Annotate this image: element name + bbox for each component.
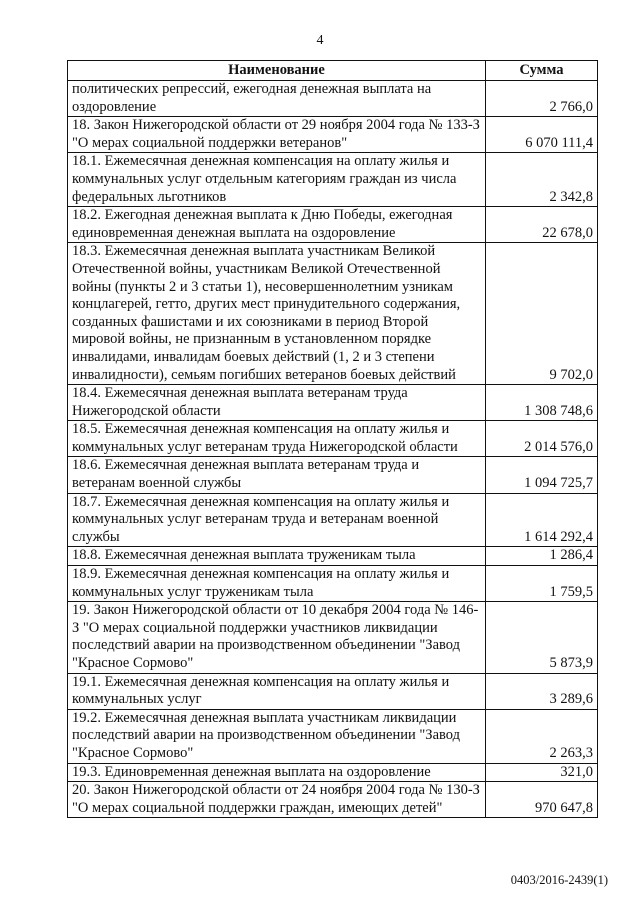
row-sum: 2 342,8: [486, 153, 598, 207]
row-name: 19. Закон Нижегородской области от 10 декабря 2004 года № 146-З "О мерах социальной поддержки участников ликвидации последствий аварии на производственном объединении "Завод "Красное Сормово": [68, 602, 486, 673]
row-sum: 970 647,8: [486, 782, 598, 818]
document-code: 0403/2016-2439(1): [510, 873, 608, 887]
row-name: 18.6. Ежемесячная денежная выплата ветеранам труда и ветеранам военной службы: [68, 457, 486, 493]
table-row: [68, 457, 598, 493]
row-sum: 22 678,0: [486, 207, 598, 243]
row-sum: 5 873,9: [486, 602, 598, 673]
table-row: [68, 493, 598, 547]
row-name: 19.3. Единовременная денежная выплата на оздоровление: [68, 763, 486, 782]
row-name: 18.4. Ежемесячная денежная выплата ветеранам труда Нижегородской области: [68, 385, 486, 421]
column-header-name: Наименование: [68, 61, 486, 81]
column-header-sum: Сумма: [486, 61, 598, 81]
table-row: [68, 207, 598, 243]
row-name: 18.9. Ежемесячная денежная компенсация на оплату жилья и коммунальных услуг труженикам тыла: [68, 566, 486, 602]
row-sum: 2 014 576,0: [486, 421, 598, 457]
page-number: 4: [316, 33, 324, 48]
row-sum: 1 308 748,6: [486, 385, 598, 421]
row-name: 18.5. Ежемесячная денежная компенсация на оплату жилья и коммунальных услуг ветеранам труда Нижегородской области: [68, 421, 486, 457]
table-row: [68, 117, 598, 153]
row-name: 18.1. Ежемесячная денежная компенсация на оплату жилья и коммунальных услуг отдельным категориям граждан из числа федеральных льготников: [68, 153, 486, 207]
row-sum: 1 094 725,7: [486, 457, 598, 493]
table-row: [68, 547, 598, 566]
row-name: 19.1. Ежемесячная денежная компенсация на оплату жилья и коммунальных услуг: [68, 673, 486, 709]
table-row: [68, 673, 598, 709]
row-sum: 2 766,0: [486, 81, 598, 117]
table-header-row: [68, 61, 598, 81]
row-name: политических репрессий, ежегодная денежная выплата на оздоровление: [68, 81, 486, 117]
table-row: [68, 602, 598, 673]
row-name: 18.2. Ежегодная денежная выплата к Дню Победы, ежегодная единовременная денежная выплата на оздоровление: [68, 207, 486, 243]
budget-table: [67, 60, 598, 818]
row-name: 18.3. Ежемесячная денежная выплата участникам Великой Отечественной войны, участникам Великой Отечественной войны (пункты 2 и 3 статьи 1), несовершеннолетним узникам концлагерей, гетто, других мест принудительного содержания, созданных фашистами и их союзниками в период Второй мировой войны, не признанным в установленном порядке инвалидами, инвалидам боевых действий (1, 2 и 3 степени инвалидности), семьям погибших ветеранов боевых действий: [68, 243, 486, 385]
row-name: 18. Закон Нижегородской области от 29 ноября 2004 года № 133-З "О мерах социальной поддержки ветеранов": [68, 117, 486, 153]
table-row: [68, 566, 598, 602]
table-row: [68, 782, 598, 818]
row-name: 19.2. Ежемесячная денежная выплата участникам ликвидации последствий аварии на производственном объединении "Завод "Красное Сормово": [68, 709, 486, 763]
row-name: 18.8. Ежемесячная денежная выплата труженикам тыла: [68, 547, 486, 566]
table-row: [68, 243, 598, 385]
table-row: [68, 385, 598, 421]
table-row: [68, 763, 598, 782]
row-sum: 2 263,3: [486, 709, 598, 763]
row-sum: 321,0: [486, 763, 598, 782]
table-row: [68, 421, 598, 457]
row-sum: 1 614 292,4: [486, 493, 598, 547]
row-sum: 6 070 111,4: [486, 117, 598, 153]
row-sum: 3 289,6: [486, 673, 598, 709]
row-sum: 9 702,0: [486, 243, 598, 385]
table-row: [68, 81, 598, 117]
row-sum: 1 759,5: [486, 566, 598, 602]
row-sum: 1 286,4: [486, 547, 598, 566]
row-name: 18.7. Ежемесячная денежная компенсация на оплату жилья и коммунальных услуг ветеранам труда и ветеранам военной службы: [68, 493, 486, 547]
table-row: [68, 709, 598, 763]
table-row: [68, 153, 598, 207]
row-name: 20. Закон Нижегородской области от 24 ноября 2004 года № 130-З "О мерах социальной поддержки граждан, имеющих детей": [68, 782, 486, 818]
